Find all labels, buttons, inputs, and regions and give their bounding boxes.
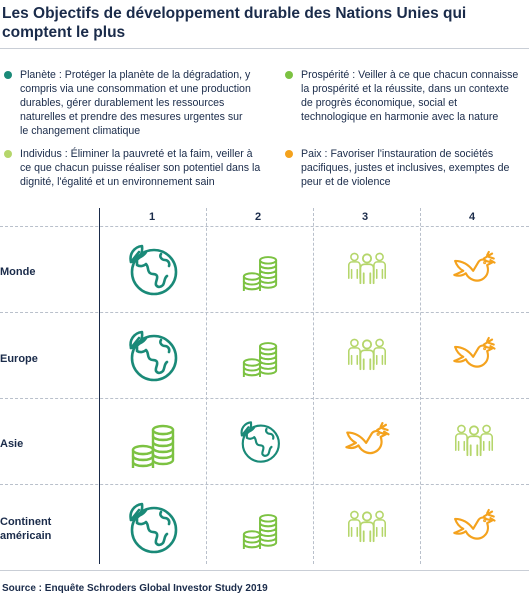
globe-icon bbox=[125, 500, 181, 556]
legend-item-paix bbox=[285, 147, 515, 189]
grid-cell bbox=[100, 485, 206, 571]
coins-icon bbox=[239, 507, 281, 549]
legend-dot-paix bbox=[285, 150, 293, 158]
grid-cell bbox=[421, 313, 527, 399]
source-note: Source : Enquête Schroders Global Investor Study 2019 bbox=[2, 583, 268, 594]
grid-cell bbox=[207, 399, 313, 485]
row-label-asie: Asie bbox=[0, 438, 24, 450]
grid-cell bbox=[421, 399, 527, 485]
grid-cell bbox=[314, 227, 420, 313]
grid-cell bbox=[421, 227, 527, 313]
people-icon bbox=[452, 420, 496, 464]
legend-item-individus bbox=[4, 147, 262, 189]
row-label-continent-americain: Continent américain bbox=[0, 516, 52, 542]
column-header-1: 1 bbox=[148, 211, 156, 223]
coins-icon bbox=[239, 335, 281, 377]
coins-icon bbox=[127, 416, 179, 468]
dove-icon bbox=[451, 247, 497, 293]
column-header-3: 3 bbox=[361, 211, 369, 223]
row-label-europe: Europe bbox=[0, 353, 38, 365]
people-icon bbox=[345, 248, 389, 292]
legend-text-individus: Individus : Éliminer la pauvreté et la faim, veiller à ce que chacun puisse réaliser son potentiel dans la dignité, l'égalité et un environnement sain bbox=[20, 148, 261, 188]
legend-dot-prosperite bbox=[285, 71, 293, 79]
column-header-2: 2 bbox=[254, 211, 262, 223]
grid-cell bbox=[100, 399, 206, 485]
grid-cell bbox=[207, 227, 313, 313]
grid-cell bbox=[207, 485, 313, 571]
title-divider bbox=[0, 48, 529, 49]
legend-text-planete: Planète : Protéger la planète de la dégradation, y compris via une consommation et une production durables, gérer durablement les ressources naturelles et prendre des mesures urgentes sur le changement climatique bbox=[20, 69, 251, 137]
globe-icon bbox=[125, 328, 181, 384]
legend-text-prosperite: Prospérité : Veiller à ce que chacun connaisse la prospérité et la réussite, dans un contexte de progrès économique, social et technologique en harmonie avec la nature bbox=[301, 69, 519, 123]
row-label-monde: Monde bbox=[0, 266, 36, 278]
page-title: Les Objectifs de développement durable des Nations Unies qui comptent le plus bbox=[2, 5, 467, 41]
legend-dot-planete bbox=[4, 71, 12, 79]
dove-icon bbox=[343, 418, 391, 466]
column-header-4: 4 bbox=[468, 211, 476, 223]
legend-item-planete bbox=[4, 68, 252, 138]
coins-icon bbox=[239, 249, 281, 291]
people-icon bbox=[345, 334, 389, 378]
globe-icon bbox=[125, 242, 181, 298]
dove-icon bbox=[451, 333, 497, 379]
legend-item-prosperite bbox=[285, 68, 523, 124]
globe-icon bbox=[237, 419, 283, 465]
grid-cell bbox=[421, 485, 527, 571]
people-icon bbox=[345, 506, 389, 550]
legend-dot-individus bbox=[4, 150, 12, 158]
grid-cell bbox=[314, 399, 420, 485]
grid-cell bbox=[314, 485, 420, 571]
grid-cell bbox=[100, 227, 206, 313]
grid-cell bbox=[100, 313, 206, 399]
legend-text-paix: Paix : Favoriser l'instauration de sociétés pacifiques, justes et inclusives, exemptes de peur et de violence bbox=[301, 148, 510, 188]
dove-icon bbox=[451, 505, 497, 551]
grid-cell bbox=[207, 313, 313, 399]
grid-cell bbox=[314, 313, 420, 399]
